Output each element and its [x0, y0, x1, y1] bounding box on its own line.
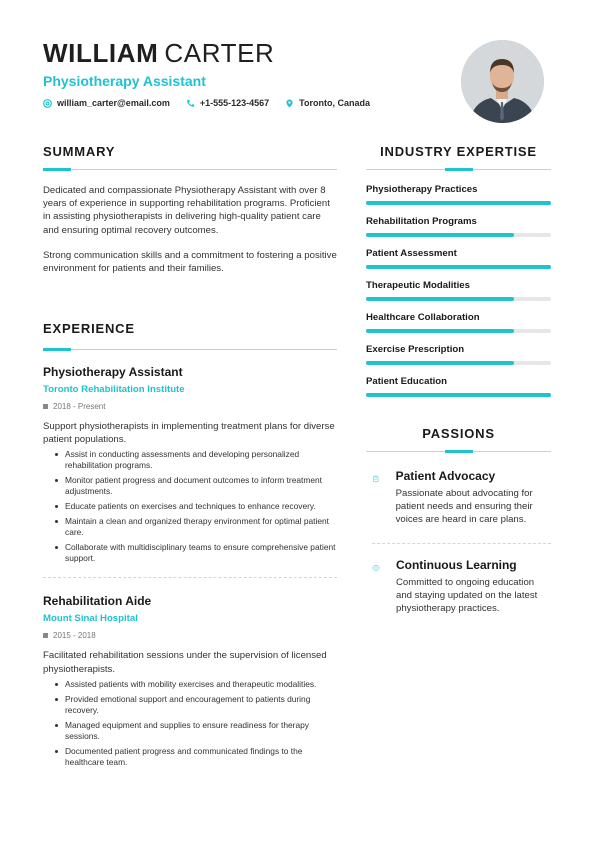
- experience-section: [43, 321, 337, 772]
- location-contact: [285, 98, 370, 108]
- skill-label: Patient Assessment: [366, 248, 457, 259]
- location-pin-icon: [285, 99, 294, 108]
- skill-level-bar: [366, 297, 551, 301]
- skill-level-fill: [366, 201, 551, 205]
- expertise-heading: INDUSTRY EXPERTISE: [380, 144, 537, 159]
- skill-level-bar: [366, 201, 551, 205]
- experience-entry: [43, 594, 337, 767]
- list-item: Managed equipment and supplies to ensure readiness for therapy sessions.: [54, 720, 337, 742]
- passion-title: Continuous Learning: [395, 557, 517, 572]
- calendar-icon: [43, 404, 48, 409]
- resume-header: [43, 38, 463, 108]
- skill-item: [366, 312, 551, 333]
- summary-paragraph: Strong communication skills and a commitment to fostering a positive environment for patients and their families.: [43, 249, 337, 275]
- list-item: Monitor patient progress and document outcomes to inform treatment adjustments.: [54, 475, 337, 497]
- passions-section: [366, 426, 551, 615]
- last-name: CARTER: [164, 38, 275, 68]
- skill-level-bar: [366, 233, 551, 237]
- expertise-rule: [366, 168, 551, 171]
- skill-label: Exercise Prescription: [366, 344, 465, 355]
- passion-item: [372, 469, 551, 527]
- passion-item: [372, 558, 551, 616]
- phone-contact: [186, 98, 269, 108]
- list-item: Documented patient progress and communicated findings to the healthcare team.: [54, 746, 337, 768]
- skill-label: Therapeutic Modalities: [366, 280, 470, 291]
- skill-label: Rehabilitation Programs: [366, 216, 477, 227]
- job-dates-text: 2015 - 2018: [53, 631, 96, 641]
- job-dates-text: 2018 - Present: [53, 402, 106, 411]
- company-name: Mount Sinai Hospital: [43, 613, 138, 625]
- entry-divider: [43, 577, 337, 578]
- summary-section: [43, 144, 337, 275]
- skill-item: [366, 248, 551, 269]
- skill-level-fill: [366, 393, 551, 397]
- skill-item: [366, 216, 551, 237]
- skill-level-bar: [366, 361, 551, 365]
- list-item: Assist in conducting assessments and developing personalized rehabilitation programs.: [54, 449, 337, 471]
- company-name: Toronto Rehabilitation Institute: [43, 384, 185, 395]
- job-role: Physiotherapy Assistant: [43, 365, 183, 379]
- first-name: WILLIAM: [43, 38, 159, 68]
- expertise-section: [366, 144, 551, 408]
- list-item: Assisted patients with mobility exercises and therapeutic modalities.: [54, 679, 337, 690]
- passion-description: Committed to ongoing education and staying updated on the latest physiotherapy practices.: [395, 576, 538, 615]
- passion-description: Passionate about advocating for patient needs and ensuring their voices are heard in care plans.: [395, 488, 533, 526]
- skill-level-bar: [366, 265, 551, 269]
- contact-info: [43, 98, 463, 108]
- skill-level-bar: [366, 329, 551, 333]
- brain-icon: [372, 558, 380, 578]
- email-contact: [43, 98, 170, 108]
- passions-heading: PASSIONS: [422, 426, 495, 441]
- candidate-name: [43, 38, 463, 68]
- phone-text: +1-555-123-4567: [199, 98, 270, 108]
- skill-item: [366, 280, 551, 301]
- job-bullets: [43, 679, 337, 768]
- experience-entry: [43, 365, 337, 564]
- calendar-icon: [43, 633, 48, 638]
- passion-title: Patient Advocacy: [395, 469, 496, 483]
- job-dates: [43, 631, 337, 640]
- summary-paragraph: Dedicated and compassionate Physiotherapy Assistant with over 8 years of experience in supporting rehabilitation programs. Proficient in assisting physiotherapists in delivering high-quality patient care and ensuring optimal recovery outcomes.: [43, 185, 330, 236]
- job-role: Rehabilitation Aide: [43, 594, 152, 609]
- skill-item: [366, 376, 551, 397]
- list-item: Provided emotional support and encouragement to patients during recovery.: [54, 694, 337, 716]
- location-text: Toronto, Canada: [299, 98, 370, 108]
- summary-rule: [43, 168, 337, 171]
- summary-heading: SUMMARY: [43, 144, 116, 159]
- experience-heading: EXPERIENCE: [43, 321, 135, 336]
- skill-label: Physiotherapy Practices: [366, 184, 478, 195]
- at-icon: [43, 99, 52, 108]
- experience-rule: [43, 348, 337, 351]
- list-item: Maintain a clean and organized therapy environment for optimal patient care.: [54, 516, 337, 538]
- job-description: Facilitated rehabilitation sessions under the supervision of licensed physiotherapists.: [43, 650, 327, 675]
- skill-label: Patient Education: [366, 376, 448, 387]
- skill-level-fill: [366, 361, 514, 365]
- entry-divider: [372, 543, 551, 544]
- skills-list: [366, 184, 551, 397]
- clipboard-icon: [372, 469, 380, 489]
- list-item: Educate patients on exercises and techniques to enhance recovery.: [54, 501, 337, 512]
- profile-photo: [461, 40, 544, 123]
- passions-rule: [366, 450, 551, 453]
- job-bullets: [43, 449, 337, 564]
- list-item: Collaborate with multidisciplinary teams to ensure comprehensive patient support.: [54, 542, 337, 564]
- skill-level-bar: [366, 393, 551, 397]
- job-description: Support physiotherapists in implementing treatment plans for diverse patient populations.: [43, 421, 335, 446]
- skill-level-fill: [366, 329, 514, 333]
- job-title: Physiotherapy Assistant: [43, 73, 206, 89]
- skill-item: [366, 184, 551, 205]
- skill-level-fill: [366, 233, 514, 237]
- email-text: william_carter@email.com: [57, 98, 170, 108]
- phone-icon: [186, 99, 195, 108]
- skill-label: Healthcare Collaboration: [366, 312, 480, 323]
- skill-level-fill: [366, 265, 551, 269]
- skill-level-fill: [366, 297, 514, 301]
- skill-item: [366, 344, 551, 365]
- job-dates: [43, 402, 337, 411]
